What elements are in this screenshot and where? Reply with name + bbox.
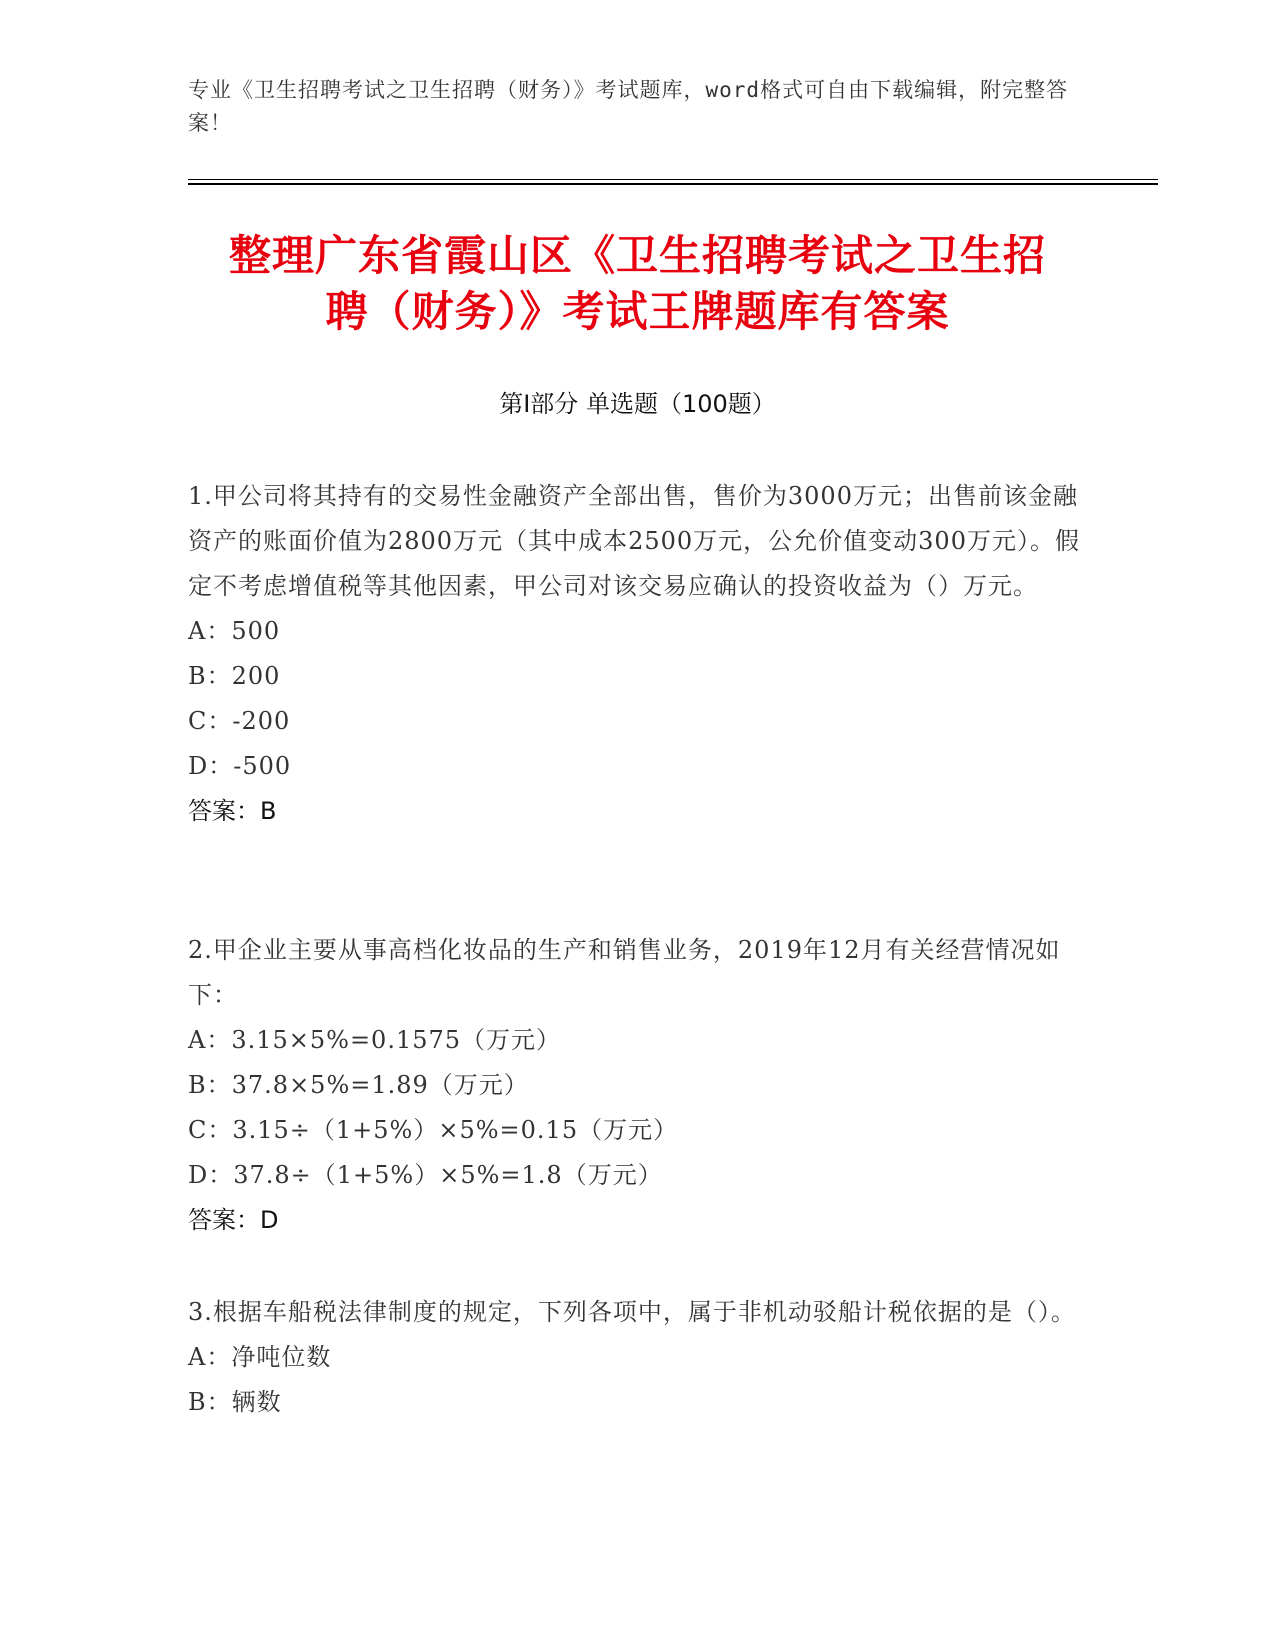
question-1	[188, 474, 1093, 834]
option-c: C：-200	[188, 707, 291, 735]
question-stem: 1.甲公司将其持有的交易性金融资产全部出售，售价为3000万元；出售前该金融资产的账面价值为2800万元（其中成本2500万元，公允价值变动300万元）。假定不考虑增值税等其他因素，甲公司对该交易应确认的投资收益为（）万元。	[188, 482, 1080, 600]
title-line-1: 整理广东省霞山区《卫生招聘考试之卫生招	[228, 231, 1046, 280]
option-a: A：500	[188, 617, 281, 645]
title-line-2: 聘（财务）》考试王牌题库有答案	[325, 287, 950, 336]
answer-line: 答案：D	[188, 1206, 279, 1234]
question-stem: 3.根据车船税法律制度的规定，下列各项中，属于非机动驳船计税依据的是（）。	[188, 1298, 1076, 1326]
option-a: A：3.15×5%=0.1575（万元）	[188, 1026, 562, 1054]
question-3	[188, 1290, 1093, 1425]
header-divider-thick	[188, 183, 1158, 185]
option-b: B：37.8×5%=1.89（万元）	[188, 1071, 529, 1099]
header-divider-thin	[188, 179, 1158, 180]
question-stem: 2.甲企业主要从事高档化妆品的生产和销售业务，2019年12月有关经营情况如下：	[188, 936, 1061, 1009]
option-a: A：净吨位数	[188, 1343, 332, 1371]
option-d: D：37.8÷（1+5%）×5%=1.8（万元）	[188, 1161, 663, 1189]
option-b: B：辆数	[188, 1388, 282, 1416]
option-d: D：-500	[188, 752, 292, 780]
option-b: B：200	[188, 662, 281, 690]
document-title	[160, 228, 1115, 340]
header-note: 专业《卫生招聘考试之卫生招聘（财务）》考试题库，word格式可自由下载编辑，附完整答案！	[188, 78, 1069, 135]
question-2	[188, 928, 1093, 1243]
option-c: C：3.15÷（1+5%）×5%=0.15（万元）	[188, 1116, 679, 1144]
section-heading: 第Ⅰ部分 单选题（100题）	[499, 390, 776, 418]
answer-line: 答案：B	[188, 797, 277, 825]
